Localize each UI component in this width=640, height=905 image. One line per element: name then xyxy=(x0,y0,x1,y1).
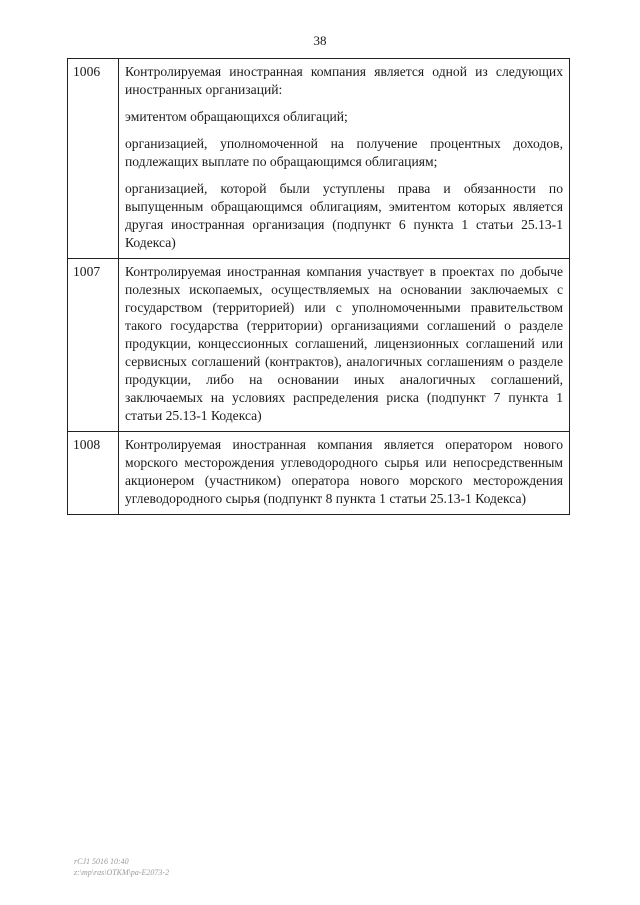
table-row xyxy=(68,432,570,515)
codes-table xyxy=(67,58,570,515)
row-code: 1006 xyxy=(68,59,119,259)
footer-stamp-line: rCJ1 5016 10:40 xyxy=(74,857,129,866)
page-number: 38 xyxy=(313,33,327,48)
description-paragraph: Контролируемая иностранная компания является одной из следующих иностранных организаций: xyxy=(125,64,563,97)
row-description xyxy=(119,432,570,515)
footer-stamp xyxy=(74,856,169,878)
table-row xyxy=(68,259,570,432)
footer-stamp-line: z:\mp\ras\ОТКМ\ра-Е2073-2 xyxy=(74,868,170,877)
description-paragraph: организацией, которой были уступлены права и обязанности по выпущенным обращающимся облигациям, эмитентом которых является другая иностранная организация (подпункт 6 пункта 1 статьи 25.13-1 Кодекса) xyxy=(125,181,563,250)
table-row xyxy=(68,59,570,259)
description-paragraph: эмитентом обращающихся облигаций; xyxy=(125,109,348,124)
description-paragraph: Контролируемая иностранная компания участвует в проектах по добыче полезных ископаемых, осуществляемых на основании заключаемых с государством (территорией) или с уполномоченными правительством такого государства (территории) организациями соглашений о разделе продукции, концессионных соглашений, лицензионных соглашений или сервисных соглашений (контрактов), аналогичных соглашениям о разделе продукции, либо на основании иных аналогичных соглашений, заключаемых на условиях распределения риска (подпункт 7 пункта 1 статьи 25.13-1 Кодекса) xyxy=(125,264,563,423)
row-code: 1007 xyxy=(68,259,119,432)
description-paragraph: организацией, уполномоченной на получение процентных доходов, подлежащих выплате по обращающимся облигациям; xyxy=(125,136,563,169)
row-description xyxy=(119,259,570,432)
row-code: 1008 xyxy=(68,432,119,515)
row-description xyxy=(119,59,570,259)
description-paragraph: Контролируемая иностранная компания является оператором нового морского месторождения углеводородного сырья или непосредственным акционером (участником) оператора нового морского месторождения углеводородного сырья (подпункт 8 пункта 1 статьи 25.13-1 Кодекса) xyxy=(125,437,563,506)
